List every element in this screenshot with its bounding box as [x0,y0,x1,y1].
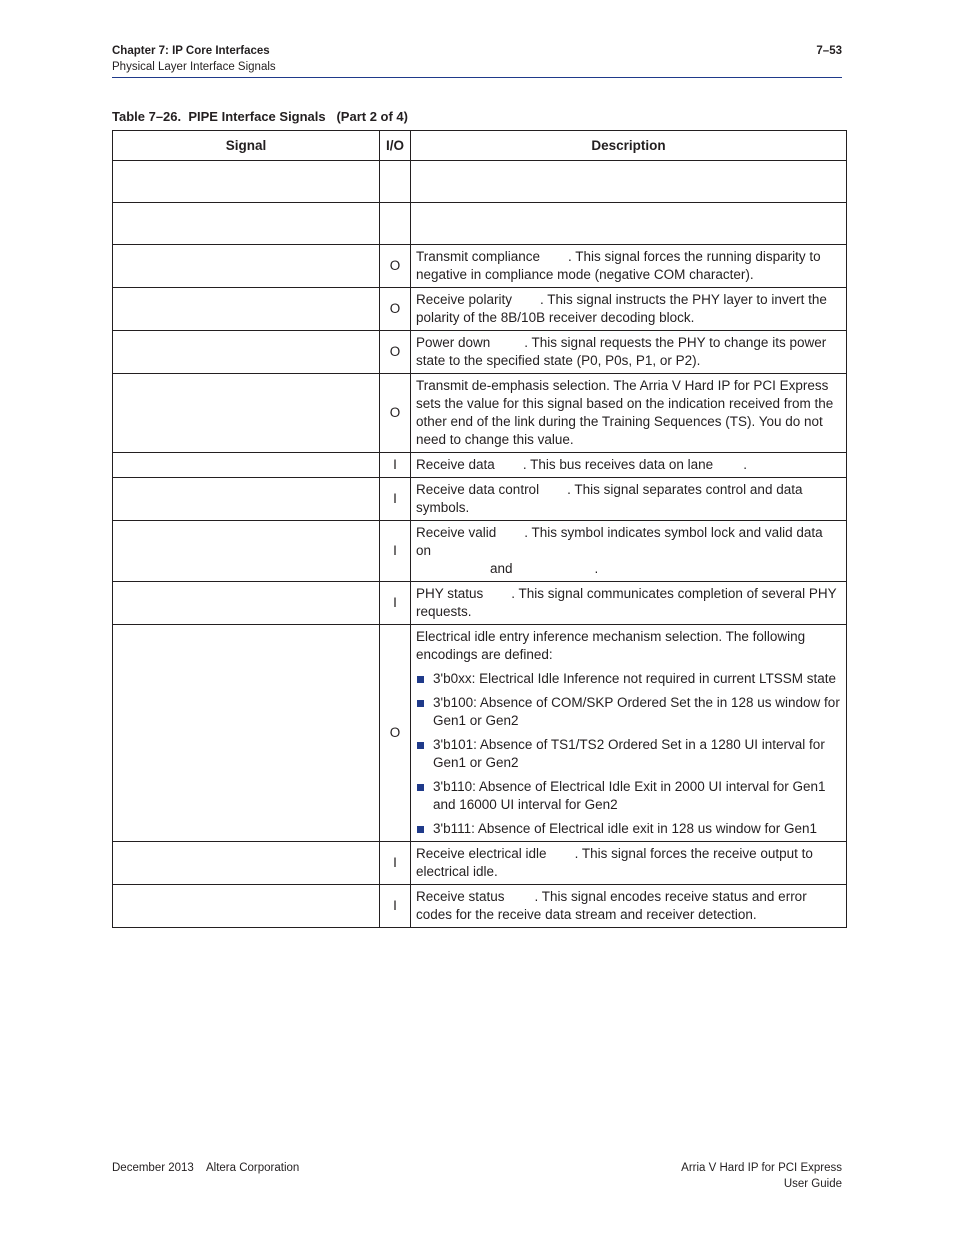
square-bullet-icon [417,742,424,749]
list-item: 3'b0xx: Electrical Idle Inference not required in current LTSSM state [416,670,841,688]
col-header-description: Description [411,131,847,161]
io-cell: I [380,842,411,885]
signal-cell [113,582,380,625]
chapter-title: Chapter 7: IP Core Interfaces [112,45,270,57]
io-cell: I [380,885,411,928]
table-row [113,245,847,288]
description-lead: Receive data [416,457,495,472]
table-row [113,374,847,453]
io-cell: I [380,582,411,625]
footer-doc-type: User Guide [783,1178,842,1190]
description-lead: Power down [416,335,491,350]
col-header-io: I/O [380,131,411,161]
io-cell: I [380,521,411,582]
table-row [113,625,847,842]
signal-cell [113,331,380,374]
description-lead: Receive status [416,889,505,904]
signal-cell [113,521,380,582]
description-text: . This signal forces the running disparity to negative in compliance mode (negative COM character). [416,249,821,282]
description-cell: Transmit de-emphasis selection. The Arria V Hard IP for PCI Express sets the value for this signal based on the indication received from the other end of the link during the Training Sequences (TS). You do not need to change this value. [411,374,847,453]
footer-company: Altera Corporation [205,1162,300,1174]
table-row [113,478,847,521]
description-lead: PHY status [416,586,484,601]
description-lead: Transmit compliance [416,249,541,264]
signal-cell [113,478,380,521]
description-cell [411,625,847,842]
signal-cell [113,885,380,928]
description-text: . This signal communicates completion of several PHY requests. [416,586,837,619]
running-header [112,43,276,75]
signal-cell [113,453,380,478]
table-row [113,842,847,885]
list-item: 3'b110: Absence of Electrical Idle Exit in 2000 UI interval for Gen1 and 16000 UI interval for Gen2 [416,778,841,814]
description-text: . This signal requests the PHY to change its power state to the specified state (P0, P0s, P1, or P2). [416,335,827,368]
list-item: 3'b101: Absence of TS1/TS2 Ordered Set in a 1280 UI interval for Gen1 or Gen2 [416,736,841,772]
io-cell: O [380,331,411,374]
signal-cell [113,245,380,288]
table-row [113,521,847,582]
description-cell [411,521,847,582]
footer-doc-title: Arria V Hard IP for PCI Express [681,1162,842,1174]
signal-cell [113,288,380,331]
table-row [113,331,847,374]
footer-date: December 2013 [112,1162,194,1174]
table-row [113,453,847,478]
header-rule [112,77,842,78]
table-caption: Table 7–26. PIPE Interface Signals (Part 2 of 4) [112,109,408,124]
encoding-list [416,670,841,838]
io-cell [380,161,411,203]
description-cell [411,203,847,245]
table-row [113,203,847,245]
description-tail: . [594,561,599,576]
description-text: . This signal instructs the PHY layer to invert the polarity of the 8B/10B receiver decoding block. [416,292,827,325]
table-row [113,288,847,331]
io-cell: I [380,478,411,521]
page-number: 7–53 [816,45,842,57]
io-cell: O [380,288,411,331]
io-cell [380,203,411,245]
table-row [113,582,847,625]
signal-cell [113,842,380,885]
description-lead: Receive polarity [416,292,513,307]
list-item: 3'b111: Absence of Electrical idle exit in 128 us window for Gen1 [416,820,841,838]
signal-cell [113,374,380,453]
footer-right [681,1160,842,1192]
description-cell [411,478,847,521]
description-cell [411,453,847,478]
description-lead: Receive data control [416,482,540,497]
signal-cell [113,203,380,245]
encoding-intro: Electrical idle entry inference mechanism selection. The following encodings are defined: [416,629,806,662]
table-row [113,161,847,203]
square-bullet-icon [417,676,424,683]
signal-cell [113,625,380,842]
description-cell [411,331,847,374]
square-bullet-icon [417,700,424,707]
io-cell: O [380,374,411,453]
list-item: 3'b100: Absence of COM/SKP Ordered Set the in 128 us window for Gen1 or Gen2 [416,694,841,730]
description-text: . This signal separates control and data symbols. [416,482,803,515]
description-text: . This symbol indicates symbol lock and valid data on [416,525,823,558]
description-cell [411,161,847,203]
description-cell [411,288,847,331]
io-cell: O [380,245,411,288]
description-cell [411,885,847,928]
description-lead: Receive electrical idle [416,846,547,861]
description-lead: Receive valid [416,525,497,540]
description-cell [411,842,847,885]
description-tail: . [743,457,747,472]
table-header-row [113,131,847,161]
description-text: . This signal encodes receive status and error codes for the receive data stream and receiver detection. [416,889,807,922]
description-text: . This signal forces the receive output to electrical idle. [416,846,813,879]
col-header-signal: Signal [113,131,380,161]
footer-left [112,1160,299,1176]
description-cell [411,582,847,625]
section-title: Physical Layer Interface Signals [112,61,276,73]
table-row [113,885,847,928]
square-bullet-icon [417,784,424,791]
io-cell: I [380,453,411,478]
signal-cell [113,161,380,203]
description-text: . This bus receives data on lane [522,457,714,472]
description-and: and [490,561,513,576]
square-bullet-icon [417,826,424,833]
io-cell: O [380,625,411,842]
pipe-signals-table [112,130,847,928]
description-cell [411,245,847,288]
